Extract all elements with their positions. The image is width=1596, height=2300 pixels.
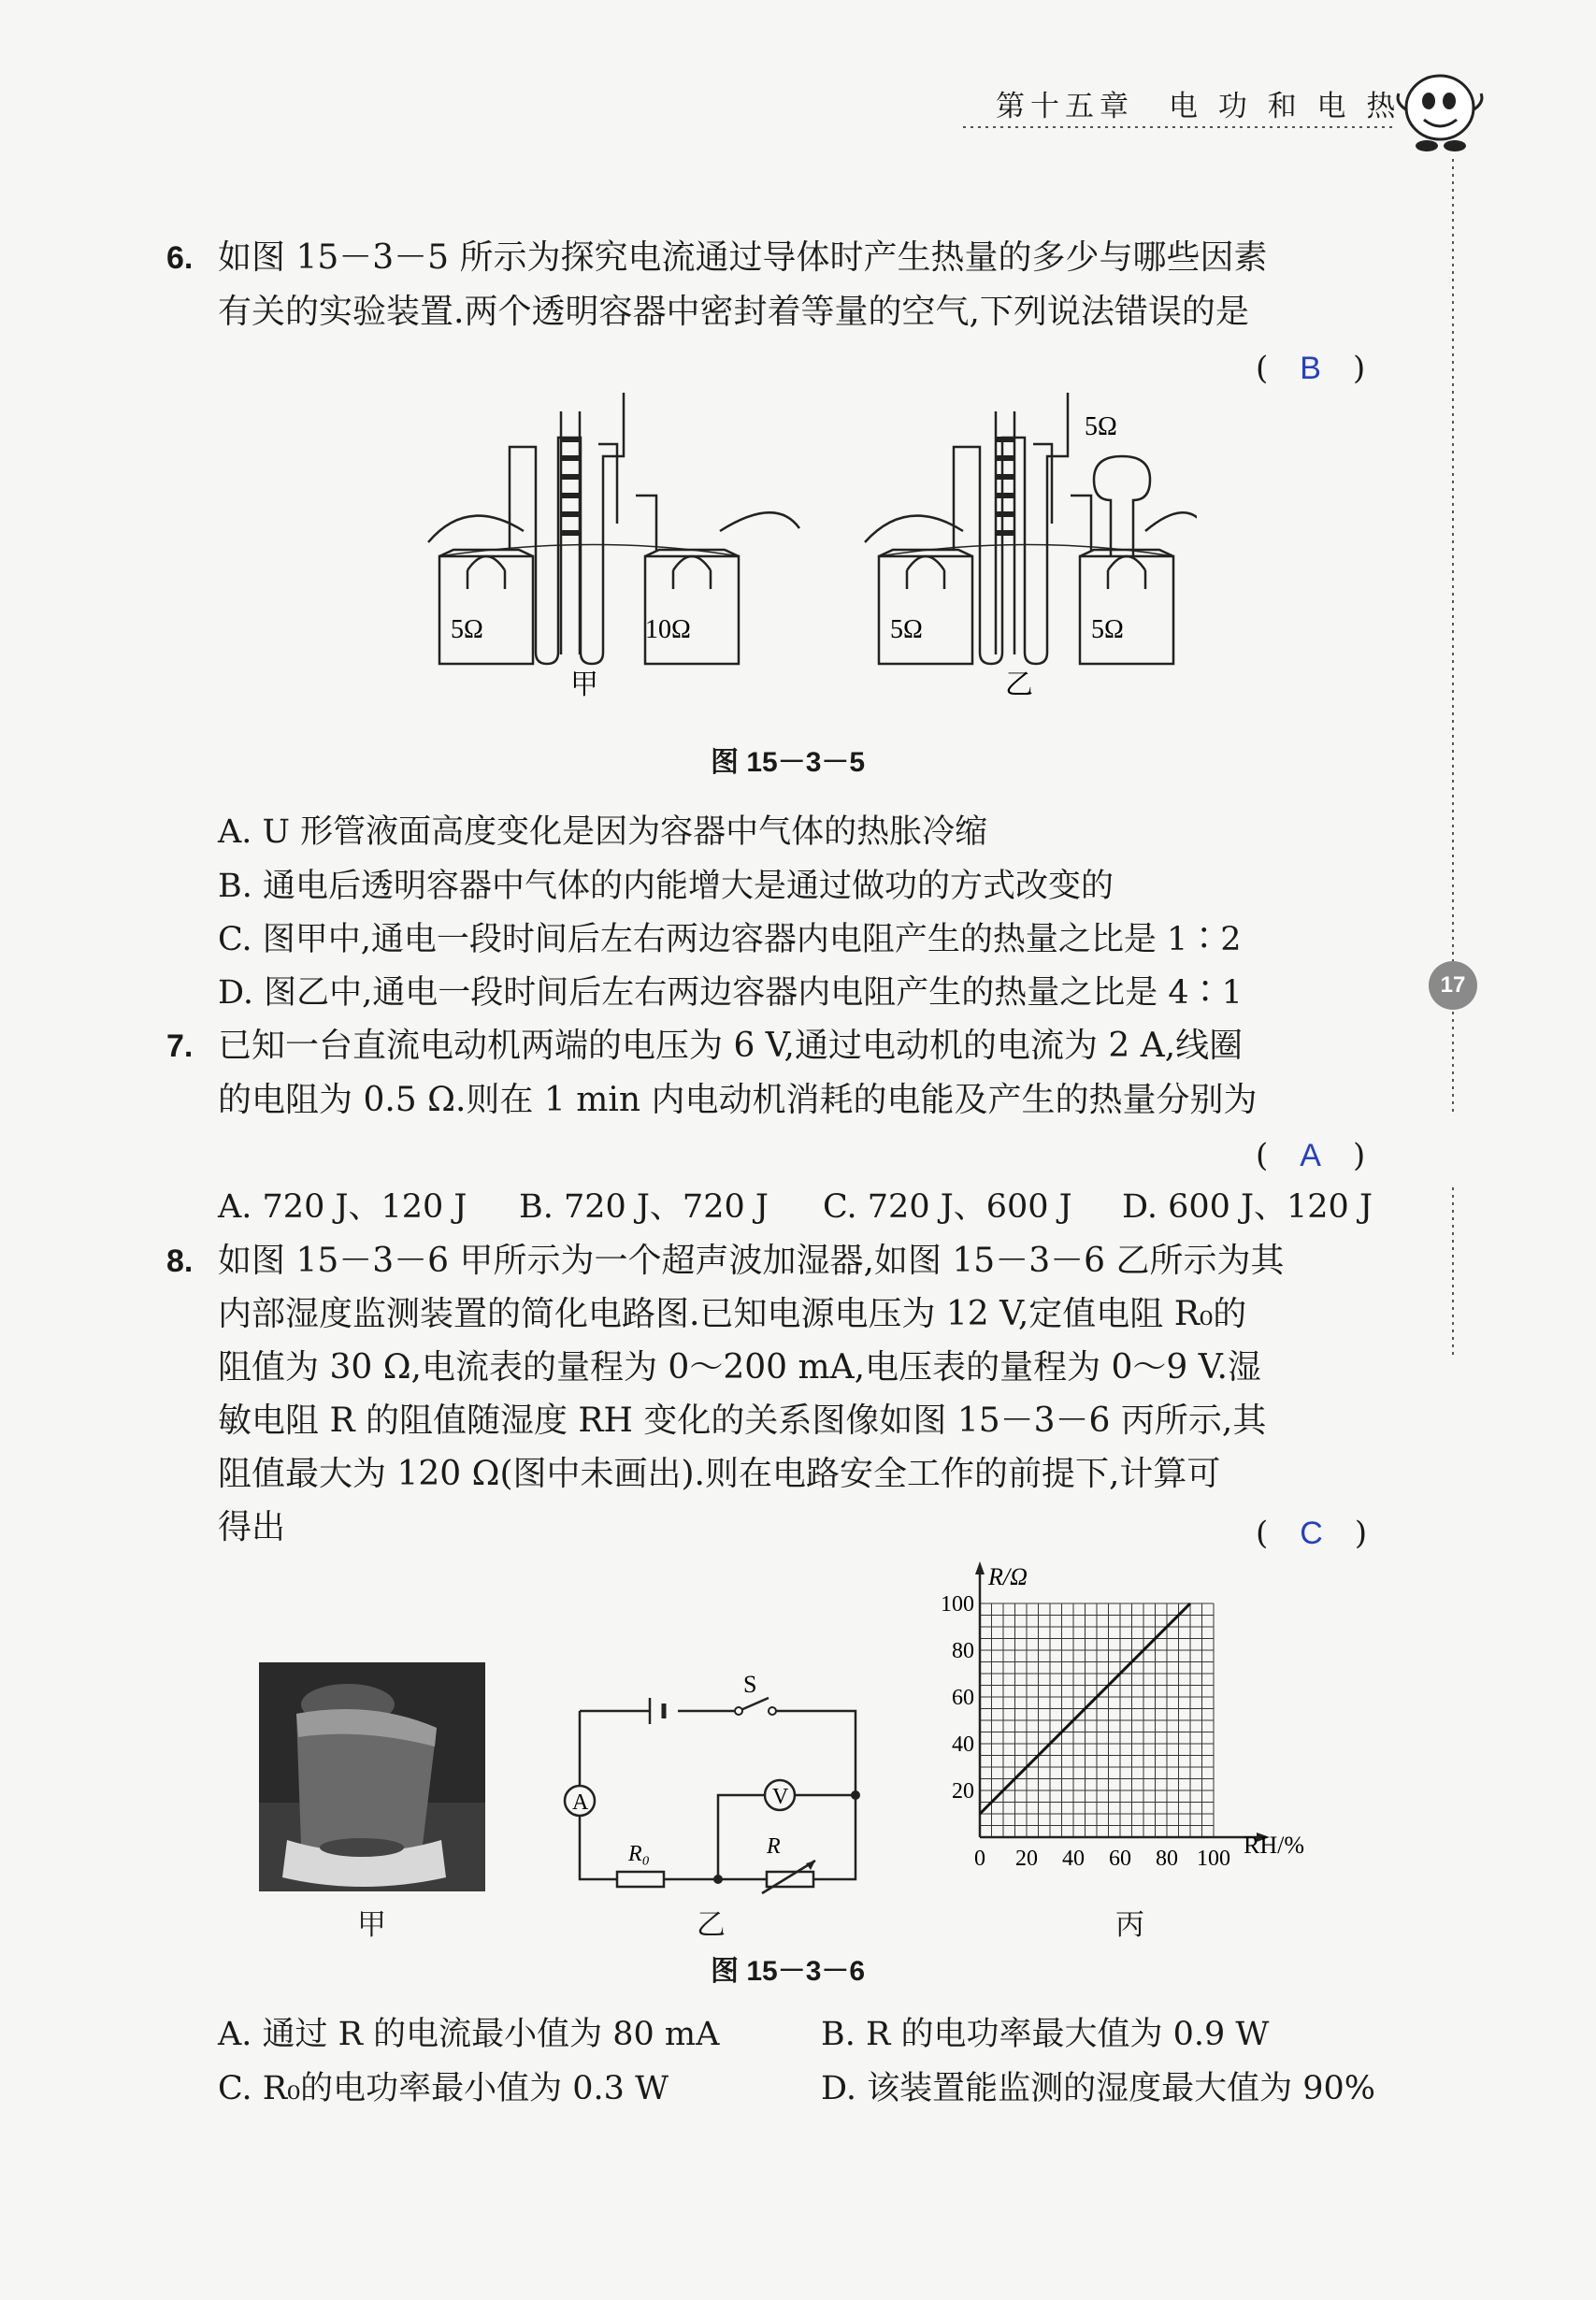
humidifier-photo (259, 1662, 485, 1891)
figure-caption-bing: 丙 (1115, 1908, 1144, 1942)
chart-y-tick-label: 80 (952, 1639, 974, 1663)
figure-title: 图 15－3－6 (711, 1956, 866, 1987)
answer-bracket: ( C ) (1256, 1515, 1368, 1552)
option-a: A. 通过 R 的电流最小值为 80 mA (218, 2016, 720, 2053)
chapter-title: 第十五章 电 功 和 电 热 (996, 90, 1402, 123)
figure-caption-yi: 乙 (697, 1908, 726, 1942)
question-6-line-1: 如图 15－3－5 所示为探究电流通过导体时产生热量的多少与哪些因素 (218, 238, 1268, 277)
figure-title: 图 15－3－5 (711, 747, 866, 778)
resistor-label-external: 5Ω (1085, 412, 1117, 441)
answer-bracket: ( A ) (1256, 1137, 1366, 1174)
resistor-label-r2: 5Ω (1091, 615, 1124, 644)
page-number-badge: 17 (1429, 961, 1477, 1010)
option-c: C. R₀的电功率最小值为 0.3 W (218, 2070, 669, 2107)
figure-caption-jia: 甲 (357, 1908, 386, 1942)
chart-x-tick-label: 80 (1156, 1847, 1178, 1871)
switch-label: S (743, 1674, 757, 1698)
mascot-icon (1393, 65, 1487, 154)
question-number: 6. (166, 240, 194, 276)
chart-y-tick-label: 40 (952, 1732, 974, 1757)
option-b: B. 720 J、720 J (519, 1188, 769, 1226)
resistor-label-r1: 5Ω (890, 615, 923, 644)
resistor-label-l1: 5Ω (451, 615, 483, 644)
question-8-line-6: 得出 (218, 1508, 286, 1546)
question-number: 8. (166, 1243, 194, 1279)
margin-dotted-rule (1449, 159, 1457, 1356)
option-b: B. R 的电功率最大值为 0.9 W (821, 2016, 1270, 2053)
chart-y-tick-label: 60 (952, 1686, 974, 1710)
answer-letter: C (1300, 1516, 1323, 1551)
chart-x-tick-label: 60 (1109, 1847, 1131, 1871)
ammeter-label: A (572, 1790, 589, 1815)
chart-x-tick-label: 100 (1197, 1847, 1230, 1871)
voltmeter-label: V (772, 1785, 789, 1809)
chart-x-tick-label: 40 (1062, 1847, 1085, 1871)
chart-y-tick-label: 100 (941, 1592, 974, 1617)
option-a: A. 720 J、120 J (218, 1188, 467, 1226)
chart-y-arrow (975, 1561, 985, 1574)
chart-x-axis-label: RH/% (1244, 1832, 1304, 1859)
question-6-line-2: 有关的实验装置.两个透明容器中密封着等量的空气,下列说法错误的是 (218, 293, 1249, 331)
option-c: C. 图甲中,通电一段时间后左右两边容器内电阻产生的热量之比是 1∶2 (218, 921, 1242, 958)
circuit-diagram (552, 1674, 870, 1898)
option-d: D. 该装置能监测的湿度最大值为 90% (821, 2070, 1375, 2107)
header-dotted-rule (963, 123, 1580, 131)
chart-y-axis-label: R/Ω (988, 1563, 1028, 1590)
question-7-line-2: 的电阻为 0.5 Ω.则在 1 min 内电动机消耗的电能及产生的热量分别为 (218, 1081, 1258, 1119)
question-8-line-5: 阻值最大为 120 Ω(图中未画出).则在电路安全工作的前提下,计算可 (218, 1455, 1221, 1493)
figure-15-3-5 (411, 393, 1197, 711)
option-d: D. 600 J、120 J (1122, 1188, 1373, 1226)
answer-letter: A (1300, 1138, 1321, 1173)
figure-caption-jia: 甲 (570, 669, 598, 700)
question-number: 7. (166, 1028, 194, 1064)
resistor-label-l2: 10Ω (645, 615, 691, 644)
question-8-line-3: 阻值为 30 Ω,电流表的量程为 0～200 mA,电压表的量程为 0～9 V.湿 (218, 1348, 1261, 1387)
chart-y-tick-label: 20 (952, 1779, 974, 1804)
question-8-line-1: 如图 15－3－6 甲所示为一个超声波加湿器,如图 15－3－6 乙所示为其 (218, 1242, 1285, 1280)
figure-caption-yi: 乙 (1005, 669, 1033, 700)
question-8-line-2: 内部湿度监测装置的简化电路图.已知电源电压为 12 V,定值电阻 R₀的 (218, 1295, 1247, 1333)
chart-x-tick-label: 0 (974, 1847, 985, 1871)
rh-chart (921, 1557, 1314, 1912)
r0-label: R₀ (628, 1842, 651, 1866)
option-b: B. 通电后透明容器中气体的内能增大是通过做功的方式改变的 (218, 868, 1114, 905)
option-a: A. U 形管液面高度变化是因为容器中气体的热胀冷缩 (218, 813, 988, 851)
question-8-line-4: 敏电阻 R 的阻值随湿度 RH 变化的关系图像如图 15－3－6 丙所示,其 (218, 1402, 1267, 1440)
answer-letter: B (1300, 351, 1321, 386)
chart-grid (980, 1603, 1214, 1837)
option-c: C. 720 J、600 J (823, 1188, 1072, 1226)
answer-bracket: ( B ) (1256, 350, 1366, 387)
chart-x-tick-label: 20 (1015, 1847, 1038, 1871)
option-d: D. 图乙中,通电一段时间后左右两边容器内电阻产生的热量之比是 4∶1 (218, 974, 1243, 1012)
question-7-line-1: 已知一台直流电动机两端的电压为 6 V,通过电动机的电流为 2 A,线圈 (218, 1027, 1244, 1065)
r-label: R (767, 1834, 781, 1859)
